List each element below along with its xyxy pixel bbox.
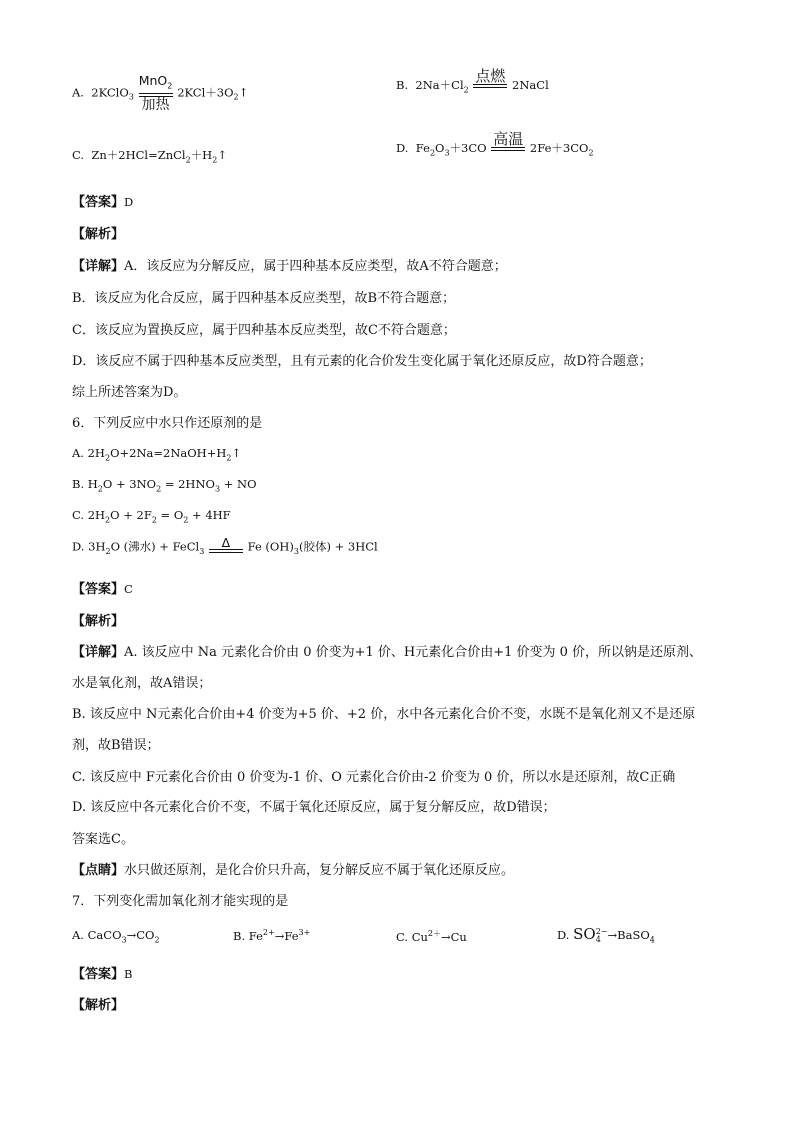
reaction-condition: MnO$_2$ 加热 <box>138 73 173 113</box>
q5-answer: 【答案】D <box>72 195 134 210</box>
q5-detail-line2: B．该反应为化合反应，属于四种基本反应类型，故B不符合题意； <box>72 291 456 306</box>
q6-stem: 6．下列反应中水只作还原剂的是 <box>72 416 263 431</box>
q5-option-c: C. $Zn+2HCl=ZnCl_2+H_2↑$ <box>72 148 227 165</box>
q5-option-b: B. $2Na+Cl_2$ 点燃 2NaCl <box>396 68 549 104</box>
q5-detail-line5: 综上所述答案为D。 <box>72 385 187 400</box>
q7-option-a: A. $CaCO_3\to CO_2$ <box>72 928 160 945</box>
q6-answer: 【答案】C <box>72 582 133 597</box>
q7-option-c: C. $Cu^{2+}\to Cu$ <box>396 929 467 944</box>
q5-detail-line4: D．该反应不属于四种基本反应类型，且有元素的化合价发生变化属于氧化还原反应，故D符合题意； <box>72 354 652 369</box>
q7-answer: 【答案】B <box>72 967 133 982</box>
q6-tip: 【点睛】水只做还原剂，是化合价只升高，复分解反应不属于氧化还原反应。 <box>72 863 515 878</box>
q6-option-d: D. $3H_2O$ (沸水) + FeCl$_3$ Δ Fe $(OH)_3$(胶体) + 3HCl <box>72 536 378 559</box>
q6-option-a: A. $2H_2O+2Na=2NaOH+H_2↑$ <box>72 446 242 463</box>
q5-detail-line1: 【详解】A．该反应为分解反应，属于四种基本反应类型，故A不符合题意； <box>72 259 507 274</box>
q6-detail-line1: 【详解】A. 该反应中 Na 元素化合价由 0 价变为+1 价、H元素化合价由+1 价变为 0 价，所以钠是还原剂、 <box>72 645 703 660</box>
q6-detail-line2: B. 该反应中 N元素化合价由+4 价变为+5 价、+2 价，水中各元素化合价不变，水既不是氧化剂又不是还原 <box>72 707 696 722</box>
q7-option-b: B. $Fe^{2+}\to Fe^{3+}$ <box>233 928 311 943</box>
q6-analysis-tag: 【解析】 <box>72 614 125 629</box>
q5-detail-line3: C．该反应为置换反应，属于四种基本反应类型，故C不符合题意； <box>72 323 456 338</box>
q6-detail-line1b: 水是氧化剂，故A错误； <box>72 676 212 691</box>
q6-option-c: C. $2H_2O + 2F_2 = O_2 + 4HF$ <box>72 508 231 525</box>
q5-analysis-tag: 【解析】 <box>72 227 125 242</box>
reaction-condition: Δ <box>209 536 243 559</box>
reaction-condition: 点燃 <box>473 68 507 104</box>
q5-option-d: D. $Fe_2O_3+3CO$ 高温 $2Fe+3CO_2$ <box>396 131 594 167</box>
q6-option-b: B. $H_2O + 3NO_2 = 2HNO_3$ + NO <box>72 477 257 494</box>
q7-option-d: D. SO 2− 4 →BaSO$_4$ <box>557 925 655 945</box>
q7-analysis-tag: 【解析】 <box>72 998 125 1013</box>
q6-detail-line2b: 剂，故B错误； <box>72 738 160 753</box>
q5-option-a: A. 2KClO$_3$ MnO$_2$ 加热 $2KCl+3O_2↑$ <box>72 73 249 113</box>
q7-stem: 7．下列变化需加氧化剂才能实现的是 <box>72 894 289 909</box>
q6-detail-line3: C. 该反应中 F元素化合价由 0 价变为-1 价、O 元素化合价由-2 价变为 0 价，所以水是还原剂，故C正确 <box>72 770 676 785</box>
q6-conclusion: 答案选C。 <box>72 832 134 847</box>
reaction-condition: 高温 <box>491 131 525 167</box>
q6-detail-line4: D. 该反应中各元素化合价不变，不属于氧化还原反应，属于复分解反应，故D错误； <box>72 800 556 815</box>
